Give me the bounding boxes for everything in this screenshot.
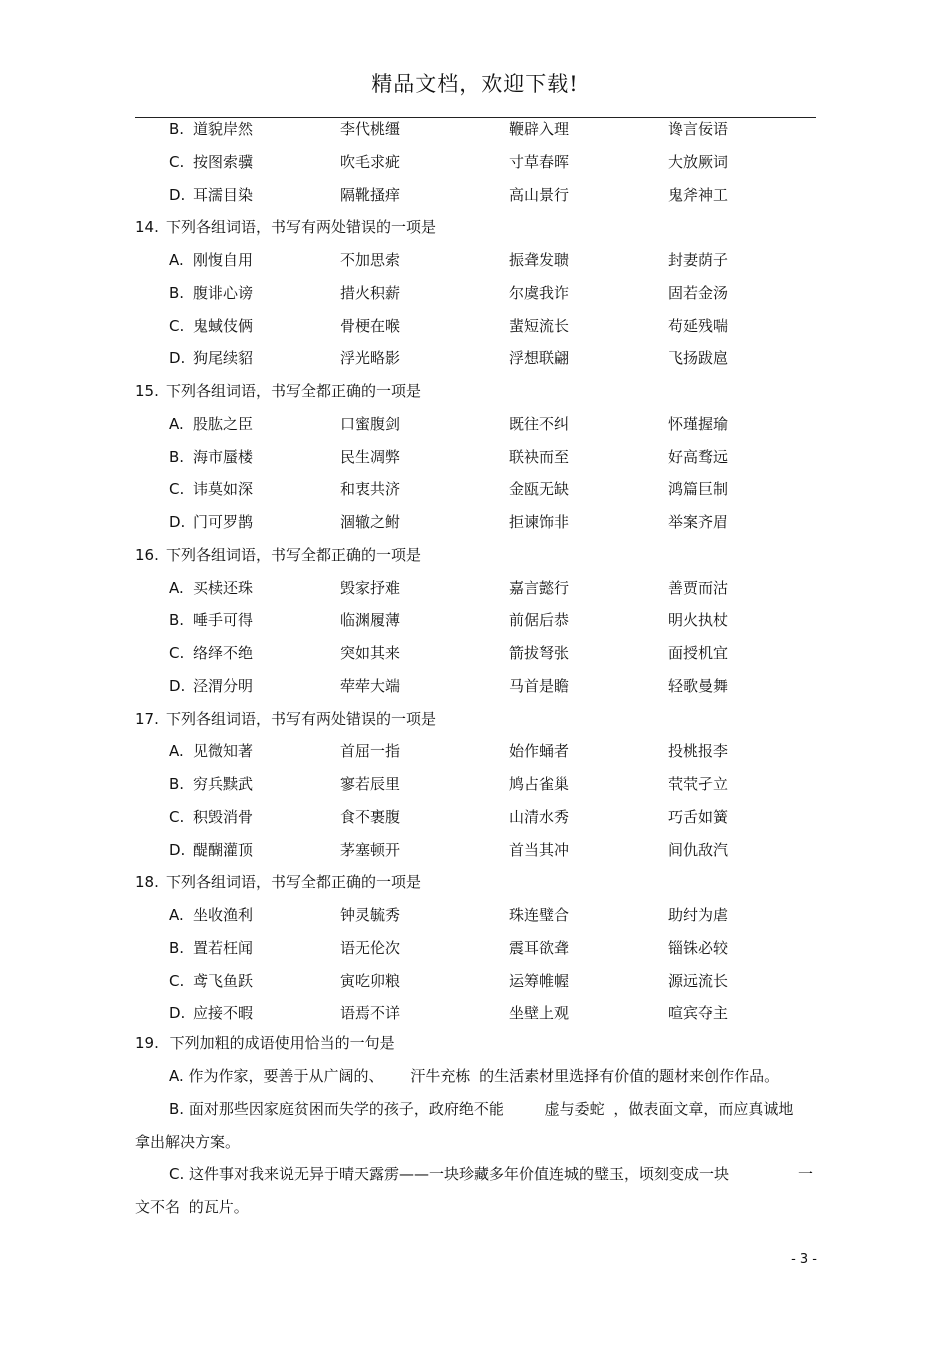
q19-a-idiom: 汗牛充栋 bbox=[410, 1067, 471, 1085]
option-word: 举案齐眉 bbox=[668, 513, 729, 531]
option-word: 食不裹腹 bbox=[340, 808, 401, 826]
q19-c-idiom-part-1: 一 bbox=[798, 1165, 814, 1183]
option-letter: C. bbox=[169, 808, 185, 826]
option-word: 泾渭分明 bbox=[193, 677, 254, 695]
option-letter: A. bbox=[169, 742, 184, 760]
option-word: 鞭辟入理 bbox=[509, 120, 570, 138]
option-word: 寅吃卯粮 bbox=[340, 972, 401, 990]
option-word: 金瓯无缺 bbox=[509, 480, 570, 498]
option-word: 鸢飞鱼跃 bbox=[193, 972, 254, 990]
option-letter: B. bbox=[169, 611, 185, 629]
option-word: 语焉不详 bbox=[340, 1004, 401, 1022]
option-word: 讳莫如深 bbox=[193, 480, 254, 498]
option-word: 山清水秀 bbox=[509, 808, 570, 826]
q15-number: 15. bbox=[135, 382, 159, 400]
option-word: 运筹帷幄 bbox=[509, 972, 570, 990]
option-letter: B. bbox=[169, 448, 185, 466]
option-word: 隔靴搔痒 bbox=[340, 186, 401, 204]
option-word: 喧宾夺主 bbox=[668, 1004, 729, 1022]
q19-c-text-2: 的瓦片。 bbox=[188, 1198, 249, 1216]
page-number: - 3 - bbox=[791, 1252, 817, 1267]
option-word: 助纣为虐 bbox=[668, 906, 729, 924]
option-word: 鸿篇巨制 bbox=[668, 480, 729, 498]
option-word: 苟延残喘 bbox=[668, 317, 729, 335]
option-word: 坐壁上观 bbox=[509, 1004, 570, 1022]
option-word: 涸辙之鲋 bbox=[340, 513, 401, 531]
option-word: 语无伦次 bbox=[340, 939, 401, 957]
option-letter: D. bbox=[169, 841, 186, 859]
option-word: 拒谏饰非 bbox=[509, 513, 570, 531]
q19-option-c-cont bbox=[135, 1196, 249, 1218]
option-word: 李代桃缰 bbox=[340, 120, 401, 138]
option-word: 鬼蜮伎俩 bbox=[193, 317, 254, 335]
option-letter: D. bbox=[169, 513, 186, 531]
q17-number: 17. bbox=[135, 710, 159, 728]
option-word: 首当其冲 bbox=[509, 841, 570, 859]
option-word: 毁家抒难 bbox=[340, 579, 401, 597]
option-letter: D. bbox=[169, 677, 186, 695]
option-word: 好高骛远 bbox=[668, 448, 729, 466]
option-word: 联袂而至 bbox=[509, 448, 570, 466]
option-word: 穷兵黩武 bbox=[193, 775, 254, 793]
option-word: 吹毛求疵 bbox=[340, 153, 401, 171]
option-word: 源远流长 bbox=[668, 972, 729, 990]
option-word: 鸠占雀巢 bbox=[509, 775, 570, 793]
option-word: 刚愎自用 bbox=[193, 251, 254, 269]
q19-text: 下列加粗的成语使用恰当的一句是 bbox=[169, 1034, 395, 1052]
option-word: 络绎不绝 bbox=[193, 644, 254, 662]
option-word: 积毁消骨 bbox=[193, 808, 254, 826]
option-letter: C. bbox=[169, 480, 185, 498]
q19-c-text-1: C. 这件事对我来说无异于晴天露雳——一块珍藏多年价值连城的璧玉，顷刻变成一块 bbox=[169, 1165, 730, 1183]
option-word: 震耳欲聋 bbox=[509, 939, 570, 957]
q19-option-b-cont: 拿出解决方案。 bbox=[135, 1133, 241, 1151]
option-word: 马首是瞻 bbox=[509, 677, 570, 695]
option-word: 巧舌如簧 bbox=[668, 808, 729, 826]
option-word: 海市蜃楼 bbox=[193, 448, 254, 466]
q15-text: 下列各组词语，书写全都正确的一项是 bbox=[166, 382, 422, 400]
option-word: 振聋发聩 bbox=[509, 251, 570, 269]
option-word: 善贾而沽 bbox=[668, 579, 729, 597]
q19-option-c bbox=[169, 1163, 729, 1185]
option-word: 怀瑾握瑜 bbox=[668, 415, 729, 433]
option-word: 轻歌曼舞 bbox=[668, 677, 729, 695]
option-word: 投桃报李 bbox=[668, 742, 729, 760]
option-word: 蜚短流长 bbox=[509, 317, 570, 335]
option-letter: D. bbox=[169, 1004, 186, 1022]
q18-text: 下列各组词语，书写全都正确的一项是 bbox=[166, 873, 422, 891]
q19-option-a bbox=[169, 1065, 779, 1087]
option-word: 明火执杖 bbox=[668, 611, 729, 629]
option-word: 寸草春晖 bbox=[509, 153, 570, 171]
option-word: 应接不暇 bbox=[193, 1004, 254, 1022]
option-letter: D. bbox=[169, 349, 186, 367]
option-word: 坐收渔利 bbox=[193, 906, 254, 924]
option-word: 道貌岸然 bbox=[193, 120, 254, 138]
option-word: 不加思索 bbox=[340, 251, 401, 269]
option-word: 箭拔弩张 bbox=[509, 644, 570, 662]
option-letter: B. bbox=[169, 939, 185, 957]
q17-text: 下列各组词语，书写有两处错误的一项是 bbox=[166, 710, 437, 728]
q19-option-b bbox=[169, 1098, 793, 1120]
option-word: 腹诽心谤 bbox=[193, 284, 254, 302]
option-word: 狗尾续貂 bbox=[193, 349, 254, 367]
option-letter: A. bbox=[169, 579, 184, 597]
page-header-title: 精品文档，欢迎下载! bbox=[371, 72, 579, 96]
q19-b-idiom: 虚与委蛇 bbox=[544, 1100, 605, 1118]
option-word: 口蜜腹剑 bbox=[340, 415, 401, 433]
option-word: 见微知著 bbox=[193, 742, 254, 760]
option-word: 措火积薪 bbox=[340, 284, 401, 302]
q16-text: 下列各组词语，书写全都正确的一项是 bbox=[166, 546, 422, 564]
option-word: 茅塞顿开 bbox=[340, 841, 401, 859]
option-word: 浮想联翩 bbox=[509, 349, 570, 367]
q19-a-text-2: 的生活素材里选择有价值的题材来创作作品。 bbox=[479, 1067, 780, 1085]
option-word: 临渊履薄 bbox=[340, 611, 401, 629]
option-word: 珠连璧合 bbox=[509, 906, 570, 924]
option-letter: A. bbox=[169, 251, 184, 269]
option-word: 醍醐灌顶 bbox=[193, 841, 254, 859]
option-letter: C. bbox=[169, 317, 185, 335]
option-letter: C. bbox=[169, 153, 185, 171]
option-word: 钟灵毓秀 bbox=[340, 906, 401, 924]
q14-text: 下列各组词语，书写有两处错误的一项是 bbox=[166, 218, 437, 236]
option-word: 鬼斧神工 bbox=[668, 186, 729, 204]
option-word: 民生凋弊 bbox=[340, 448, 401, 466]
option-letter: B. bbox=[169, 775, 185, 793]
option-word: 门可罗鹊 bbox=[193, 513, 254, 531]
option-word: 浮光略影 bbox=[340, 349, 401, 367]
option-letter: A. bbox=[169, 415, 184, 433]
option-word: 面授机宜 bbox=[668, 644, 729, 662]
option-word: 固若金汤 bbox=[668, 284, 729, 302]
option-word: 荦荦大端 bbox=[340, 677, 401, 695]
q19-c-idiom-part-2: 文不名 bbox=[135, 1198, 181, 1216]
option-letter: B. bbox=[169, 284, 185, 302]
option-word: 耳濡目染 bbox=[193, 186, 254, 204]
option-word: 高山景行 bbox=[509, 186, 570, 204]
option-word: 嘉言懿行 bbox=[509, 579, 570, 597]
q16-number: 16. bbox=[135, 546, 159, 564]
option-letter: D. bbox=[169, 186, 186, 204]
option-word: 既往不纠 bbox=[509, 415, 570, 433]
option-word: 寥若辰里 bbox=[340, 775, 401, 793]
option-word: 茕茕孑立 bbox=[668, 775, 729, 793]
option-letter: B. bbox=[169, 120, 185, 138]
option-word: 谗言佞语 bbox=[668, 120, 729, 138]
option-word: 买椟还珠 bbox=[193, 579, 254, 597]
q19-b-text-1: B. 面对那些因家庭贫困而失学的孩子，政府绝不能 bbox=[169, 1100, 504, 1118]
option-letter: C. bbox=[169, 972, 185, 990]
option-word: 大放厥词 bbox=[668, 153, 729, 171]
q19-number: 19. bbox=[135, 1034, 159, 1052]
option-word: 前倨后恭 bbox=[509, 611, 570, 629]
q19-b-text-2: ，做表面文章，而应真诚地 bbox=[613, 1100, 794, 1118]
option-word: 骨梗在喉 bbox=[340, 317, 401, 335]
option-word: 唾手可得 bbox=[193, 611, 254, 629]
option-word: 股肱之臣 bbox=[193, 415, 254, 433]
option-word: 飞扬跋扈 bbox=[668, 349, 729, 367]
option-word: 锱铢必较 bbox=[668, 939, 729, 957]
option-word: 尔虞我诈 bbox=[509, 284, 570, 302]
option-word: 封妻荫子 bbox=[668, 251, 729, 269]
option-word: 首屈一指 bbox=[340, 742, 401, 760]
q14-number: 14. bbox=[135, 218, 159, 236]
option-word: 和衷共济 bbox=[340, 480, 401, 498]
option-letter: A. bbox=[169, 906, 184, 924]
option-word: 间仇敌汽 bbox=[668, 841, 729, 859]
option-word: 置若枉闻 bbox=[193, 939, 254, 957]
option-word: 按图索骥 bbox=[193, 153, 254, 171]
q19-a-text-1: A. 作为作家，要善于从广阔的、 bbox=[169, 1067, 384, 1085]
option-letter: C. bbox=[169, 644, 185, 662]
q18-number: 18. bbox=[135, 873, 159, 891]
option-word: 突如其来 bbox=[340, 644, 401, 662]
q19-question bbox=[135, 1032, 395, 1054]
option-word: 始作蛹者 bbox=[509, 742, 570, 760]
